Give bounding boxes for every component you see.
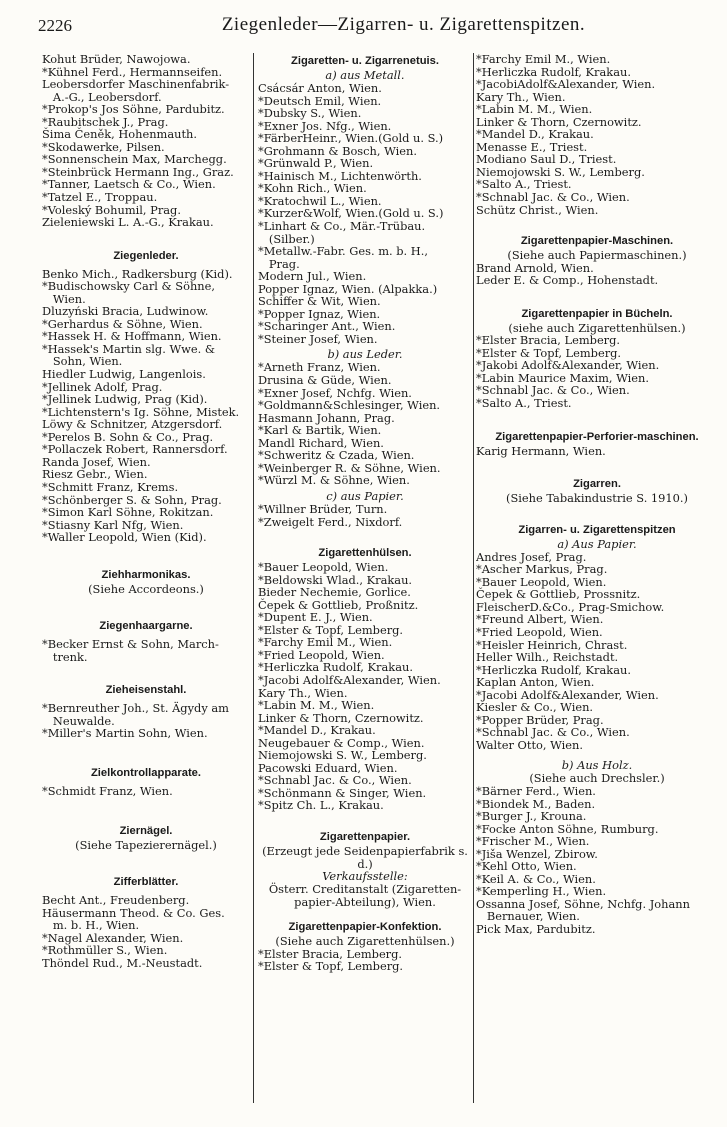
entry-list xyxy=(42,894,250,969)
section-heading: Zigarettenpapier-Maschinen. xyxy=(520,235,674,248)
listing-entry: *Tatzel E., Troppau. xyxy=(42,190,158,205)
listing-entry: Kohut Brüder, Nawojowa. xyxy=(42,53,191,66)
column-1 xyxy=(42,53,250,1117)
entry-list xyxy=(476,262,718,287)
listing-entry: *Steiner Josef, Wien. xyxy=(258,331,378,346)
listing-entry: *Scharinger Ant., Wien. xyxy=(258,319,396,334)
entry-list xyxy=(258,948,472,973)
listing-entry: *Perelos B. Sohn & Co., Prag. xyxy=(42,429,214,444)
section-heading: Zifferblätter. xyxy=(113,876,179,889)
entry-list xyxy=(42,268,250,544)
listing-entry: Hasmann Johann, Prag. xyxy=(258,410,395,425)
listing-entry: *Karl & Bartik, Wien. xyxy=(258,423,382,438)
section-heading: Zigarren. xyxy=(573,478,621,491)
listing-entry: *Deutsch Emil, Wien. xyxy=(258,93,382,108)
listing-entry: *Keil A. & Co., Wien. xyxy=(476,871,596,886)
listing-entry: *Kehl Otto, Wien. xyxy=(476,859,577,874)
section-heading: Zigaretten- u. Zigarrenetuis. xyxy=(291,55,439,67)
listing-entry: *Popper Brüder, Prag. xyxy=(476,712,604,727)
listing-entry: Prag. xyxy=(258,256,300,271)
listing-entry: *Elster & Topf, Lemberg. xyxy=(258,622,404,637)
section-heading: Ziegenleder. xyxy=(113,249,179,262)
listing-entry: *Elster & Topf, Lemberg. xyxy=(258,959,404,974)
listing-entry: *Tanner, Laetsch & Co., Wien. xyxy=(42,177,216,192)
listing-entry: *Dupent E. J., Wien. xyxy=(258,610,373,625)
listing-entry: *Jacobi Adolf&Alexander, Wien. xyxy=(258,672,441,687)
listing-entry: *Labin Maurice Maxim, Wien. xyxy=(476,370,649,385)
listing-entry: Bernauer, Wien. xyxy=(476,909,580,924)
listing-entry: Kary Th., Wien. xyxy=(258,685,348,700)
section-heading: Zigarettenpapier-Konfektion. xyxy=(288,921,442,934)
listing-entry: Riesz Gebr., Wien. xyxy=(42,467,148,482)
listing-entry: Kary Th., Wien. xyxy=(476,89,566,104)
listing-entry: *Budischowsky Carl & Söhne, xyxy=(42,279,215,294)
column-2 xyxy=(258,53,472,1117)
entry-list xyxy=(476,445,718,458)
listing-entry: Hiedler Ludwig, Langenlois. xyxy=(42,367,206,382)
listing-entry: Dluzyński Bracia, Ludwinow. xyxy=(42,304,209,319)
entry-list xyxy=(476,53,718,216)
listing-entry: *Hainisch M., Lichtenwörth. xyxy=(258,168,422,183)
listing-entry: *Labin M. M., Wien. xyxy=(476,102,593,117)
listing-entry: Walter Otto, Wien. xyxy=(476,737,583,752)
listing-entry: *Steinbrück Hermann Ing., Graz. xyxy=(42,164,234,179)
listing-entry: *Skodawerke, Pilsen. xyxy=(42,139,165,154)
listing-entry: *Jellinek Adolf, Prag. xyxy=(42,379,163,394)
listing-entry: *Pollaczek Robert, Rannersdorf. xyxy=(42,442,228,457)
listing-entry: *Bauer Leopold, Wien. xyxy=(258,560,389,575)
entry-list xyxy=(42,785,250,798)
listing-entry: *Exner Jos. Nfg., Wien. xyxy=(258,118,392,133)
listing-entry: *Focke Anton Söhne, Rumburg. xyxy=(476,821,659,836)
listing-entry: Šima Čeněk, Hohenmauth. xyxy=(42,127,198,142)
listing-entry: *Exner Josef, Nchfg. Wien. xyxy=(258,385,412,400)
subsection-heading: b) Aus Holz. xyxy=(561,758,633,773)
listing-entry: *Jellinek Ludwig, Prag (Kid). xyxy=(42,392,208,407)
listing-entry: *Mandel D., Krakau. xyxy=(476,127,594,142)
listing-entry: Linker & Thorn, Czernowitz. xyxy=(476,114,642,129)
listing-entry: *Jiša Wenzel, Zbirow. xyxy=(476,846,598,861)
listing-entry: *Bärner Ferd., Wien. xyxy=(476,783,596,798)
listing-entry: *Popper Ignaz, Wien. xyxy=(258,306,381,321)
listing-entry: *Metallw.-Fabr. Ges. m. b. H., xyxy=(258,244,428,259)
section-heading: Ziegenhaargarne. xyxy=(99,620,193,633)
listing-entry: *Lichtenstern's Ig. Söhne, Mistek. xyxy=(42,404,240,419)
listing-entry: *Würzl M. & Söhne, Wien. xyxy=(258,473,410,488)
listing-entry: Popper Ignaz, Wien. (Alpakka.) xyxy=(258,281,438,296)
listing-entry: *Waller Leopold, Wien (Kid). xyxy=(42,530,207,545)
listing-entry: *Herliczka Rudolf, Krakau. xyxy=(258,660,413,675)
listing-entry: Mandl Richard, Wien. xyxy=(258,435,384,450)
listing-entry: *Becker Ernst & Sohn, March- xyxy=(42,637,219,652)
listing-entry: Neuwalde. xyxy=(42,713,115,728)
entry-list xyxy=(42,638,250,663)
section-heading: Zigarettenpapier in Bücheln. xyxy=(521,307,673,320)
listing-entry: *Elster Bracia, Lemberg. xyxy=(258,946,403,961)
cross-reference: (Siehe Tapezierernägel.) xyxy=(75,837,217,852)
listing-entry: Kiesler & Co., Wien. xyxy=(476,700,594,715)
subsection-heading: a) aus Metall. xyxy=(325,68,405,82)
subsection-heading: c) aus Papier. xyxy=(326,488,404,503)
listing-entry: Schütz Christ., Wien. xyxy=(476,202,599,217)
listing-entry: *Frischer M., Wien. xyxy=(476,834,590,849)
listing-entry: *Sonnenschein Max, Marchegg. xyxy=(42,152,227,167)
listing-entry: *Grünwald P., Wien. xyxy=(258,156,374,171)
listing-entry: *Arneth Franz, Wien. xyxy=(258,360,381,375)
listing-entry: *Jacobi Adolf&Alexander, Wien. xyxy=(476,687,659,702)
listing-entry: *Burger J., Krouna. xyxy=(476,809,587,824)
listing-entry: Randa Josef, Wien. xyxy=(42,454,151,469)
column-divider xyxy=(473,53,474,1103)
listing-entry: Modern Jul., Wien. xyxy=(258,269,367,284)
listing-entry: Niemojowski S. W., Lemberg. xyxy=(476,164,645,179)
listing-entry: *FärberHeinr., Wien.(Gold u. S.) xyxy=(258,131,444,146)
listing-entry: trenk. xyxy=(42,649,88,664)
entry-list xyxy=(258,82,472,345)
listing-entry: *Bernreuther Joh., St. Ägydy am xyxy=(42,701,229,716)
listing-entry: *Voleský Bohumil, Prag. xyxy=(42,202,181,217)
listing-entry: Österr. Creditanstalt (Zigaretten-papier-Abteilung), Wien. xyxy=(268,882,462,909)
listing-entry: Ossanna Josef, Söhne, Nchfg. Johann xyxy=(476,896,690,911)
listing-entry: *Dubsky S., Wien. xyxy=(258,106,362,121)
listing-entry: *Farchy Emil M., Wien. xyxy=(476,53,611,66)
listing-entry: *Schmidt Franz, Wien. xyxy=(42,783,173,798)
entry-list xyxy=(258,503,472,528)
entry-list xyxy=(258,561,472,812)
section-heading: Zigarettenpapier. xyxy=(319,830,411,843)
listing-entry: Pick Max, Pardubitz. xyxy=(476,921,596,936)
listing-entry: *Kratochwil L., Wien. xyxy=(258,193,382,208)
listing-entry: Linker & Thorn, Czernowitz. xyxy=(258,710,424,725)
listing-entry: (Silber.) xyxy=(258,231,315,246)
listing-entry: *Raubitschek J., Prag. xyxy=(42,114,169,129)
listing-entry: *Jakobi Adolf&Alexander, Wien. xyxy=(476,358,660,373)
listing-entry: *Biondek M., Baden. xyxy=(476,796,596,811)
section-heading: Zigarettenpapier-Perforier-maschinen. xyxy=(495,430,699,443)
listing-entry: Čepek & Gottlieb, Prossnitz. xyxy=(476,587,641,602)
section-heading: Zigarren- u. Zigarettenspitzen xyxy=(518,523,676,536)
cross-reference: (Siehe auch Zigarettenhülsen.) xyxy=(275,934,455,949)
entry-list xyxy=(476,785,718,936)
listing-entry: FleischerD.&Co., Prag-Smichow. xyxy=(476,599,665,614)
listing-entry: *Fried Leopold, Wien. xyxy=(476,624,603,639)
listing-entry: *Kemperling H., Wien. xyxy=(476,884,607,899)
listing-entry: m. b. H., Wien. xyxy=(42,918,140,933)
listing-entry: Zieleniewski L. A.-G., Krakau. xyxy=(42,215,214,230)
section-note: (Erzeugt jede Seidenpapierfabrik s. d.) xyxy=(262,843,468,871)
listing-entry: Sohn, Wien. xyxy=(42,354,123,369)
listing-entry: *Elster Bracia, Lemberg. xyxy=(476,333,621,348)
listing-entry: *Miller's Martin Sohn, Wien. xyxy=(42,726,208,741)
listing-entry: *Hassek's Martin slg. Wwe. & xyxy=(42,341,216,356)
listing-entry: *Nagel Alexander, Wien. xyxy=(42,930,184,945)
listing-entry: *Ascher Markus, Prag. xyxy=(476,562,608,577)
listing-entry: *Freund Albert, Wien. xyxy=(476,612,604,627)
section-heading: Zielkontrollapparate. xyxy=(90,766,202,779)
column-3 xyxy=(476,53,718,1117)
listing-entry: Leobersdorfer Maschinenfabrik- xyxy=(42,77,230,92)
listing-entry: Thöndel Rud., M.-Neustadt. xyxy=(42,955,203,970)
listing-entry: Modiano Saul D., Triest. xyxy=(476,152,617,167)
listing-entry: *Rothmüller S., Wien. xyxy=(42,943,168,958)
listing-entry: Schiffer & Wit, Wien. xyxy=(258,294,381,309)
section-heading: Ziehharmonikas. xyxy=(101,568,191,581)
listing-entry: *Spitz Ch. L., Krakau. xyxy=(258,798,384,813)
listing-entry: *Mandel D., Krakau. xyxy=(258,723,376,738)
listing-entry: *Elster & Topf, Lemberg. xyxy=(476,345,622,360)
listing-entry: *Schönberger S. & Sohn, Prag. xyxy=(42,492,222,507)
cross-reference: (Siehe Accordeons.) xyxy=(88,581,204,596)
cross-reference: (Siehe auch Papiermaschinen.) xyxy=(507,248,687,263)
listing-entry: *Kurzer&Wolf, Wien.(Gold u. S.) xyxy=(258,206,444,221)
listing-entry: Pacowski Eduard, Wien. xyxy=(258,760,398,775)
listing-entry: Menasse E., Triest. xyxy=(476,139,588,154)
entry-list xyxy=(42,53,250,229)
listing-entry: Kaplan Anton, Wien. xyxy=(476,675,595,690)
cross-reference: (Siehe Tabakindustrie S. 1910.) xyxy=(506,491,688,506)
section-heading: Zieheisenstahl. xyxy=(105,684,187,697)
listing-entry: Niemojowski S. W., Lemberg. xyxy=(258,748,427,763)
listing-entry: *Prokop's Jos Söhne, Pardubitz. xyxy=(42,102,225,117)
column-divider xyxy=(253,53,254,1103)
listing-entry: *Fried Leopold, Wien. xyxy=(258,647,385,662)
subsection-heading: Verkaufsstelle: xyxy=(322,869,408,884)
listing-entry: *Schnabl Jac. & Co., Wien. xyxy=(476,190,630,205)
listing-entry: *Goldmann&Schlesinger, Wien. xyxy=(258,398,441,413)
cross-reference: (Siehe auch Drechsler.) xyxy=(529,771,665,786)
listing-entry: *JacobiAdolf&Alexander, Wien. xyxy=(476,77,656,92)
listing-entry: *Bauer Leopold, Wien. xyxy=(476,574,607,589)
listing-entry: *Kohn Rich., Wien. xyxy=(258,181,367,196)
listing-entry: Häusermann Theod. & Co. Ges. xyxy=(42,905,225,920)
subsection-heading: b) aus Leder. xyxy=(327,347,403,362)
listing-entry: Čepek & Gottlieb, Proßnitz. xyxy=(258,597,419,612)
listing-entry: Brand Arnold, Wien. xyxy=(476,260,594,275)
listing-entry: *Hassek H. & Hoffmann, Wien. xyxy=(42,329,222,344)
listing-entry: *Labin M. M., Wien. xyxy=(258,698,375,713)
listing-entry: *Weinberger R. & Söhne, Wien. xyxy=(258,460,441,475)
listing-entry: Benko Mich., Radkersburg (Kid). xyxy=(42,266,233,281)
entry-list xyxy=(42,702,250,740)
listing-entry: Löwy & Schnitzer, Atzgersdorf. xyxy=(42,417,223,432)
listing-entry: *Farchy Emil M., Wien. xyxy=(258,635,393,650)
listing-entry: *Schönmann & Singer, Wien. xyxy=(258,785,427,800)
listing-entry: Wien. xyxy=(42,291,86,306)
listing-entry: Andres Josef, Prag. xyxy=(476,549,587,564)
listing-entry: Bieder Nechemie, Gorlice. xyxy=(258,585,411,600)
entry-list xyxy=(476,551,718,752)
listing-entry: *Salto A., Triest. xyxy=(476,396,572,411)
listing-entry: *Stiasny Karl Nfg, Wien. xyxy=(42,517,184,532)
listing-entry: *Heisler Heinrich, Chrast. xyxy=(476,637,628,652)
listing-entry: *Simon Karl Söhne, Rokitzan. xyxy=(42,505,214,520)
listing-entry: *Salto A., Triest. xyxy=(476,177,572,192)
listing-entry: Csácsár Anton, Wien. xyxy=(258,81,382,95)
listing-entry: *Herliczka Rudolf, Krakau. xyxy=(476,64,631,79)
section-heading: Ziernägel. xyxy=(119,824,173,837)
listing-entry: *Herliczka Rudolf, Krakau. xyxy=(476,662,631,677)
listing-entry: Leder E. & Comp., Hohenstadt. xyxy=(476,273,659,288)
listing-entry: *Willner Brüder, Turn. xyxy=(258,501,388,516)
listing-entry: *Gerhardus & Söhne, Wien. xyxy=(42,316,203,331)
listing-entry: Heller Wilh., Reichstadt. xyxy=(476,650,619,665)
listing-entry: A.-G., Leobersdorf. xyxy=(42,89,162,104)
listing-entry: Drusina & Güde, Wien. xyxy=(258,373,392,388)
listing-entry: Neugebauer & Comp., Wien. xyxy=(258,735,425,750)
listing-entry: *Linhart & Co., Mär.-Trübau. xyxy=(258,219,426,234)
listing-entry: *Zweigelt Ferd., Nixdorf. xyxy=(258,514,403,529)
listing-entry: Karig Hermann, Wien. xyxy=(476,443,606,458)
listing-entry: *Schnabl Jac. & Co., Wien. xyxy=(476,383,630,398)
subsection-heading: a) Aus Papier. xyxy=(557,536,637,551)
entry-list xyxy=(258,361,472,486)
listing-entry: *Schmitt Franz, Krems. xyxy=(42,479,179,494)
listing-entry: Becht Ant., Freudenberg. xyxy=(42,893,190,908)
listing-entry: *Beldowski Wlad., Krakau. xyxy=(258,572,413,587)
entry-list xyxy=(476,334,718,409)
section-heading: Zigarettenhülsen. xyxy=(318,547,412,560)
listing-entry: *Grohmann & Bosch, Wien. xyxy=(258,143,417,158)
listing-entry: *Schnabl Jac. & Co., Wien. xyxy=(258,773,412,788)
cross-reference: (siehe auch Zigarettenhülsen.) xyxy=(508,320,686,335)
page-title: Ziegenleder—Zigarren- u. Zigarettenspitzen. xyxy=(221,14,586,35)
page-number: 2226 xyxy=(38,16,72,35)
listing-entry: *Kühnel Ferd., Hermannseifen. xyxy=(42,64,223,79)
listing-entry: *Schweritz & Czada, Wien. xyxy=(258,448,415,463)
listing-entry: *Schnabl Jac. & Co., Wien. xyxy=(476,725,630,740)
